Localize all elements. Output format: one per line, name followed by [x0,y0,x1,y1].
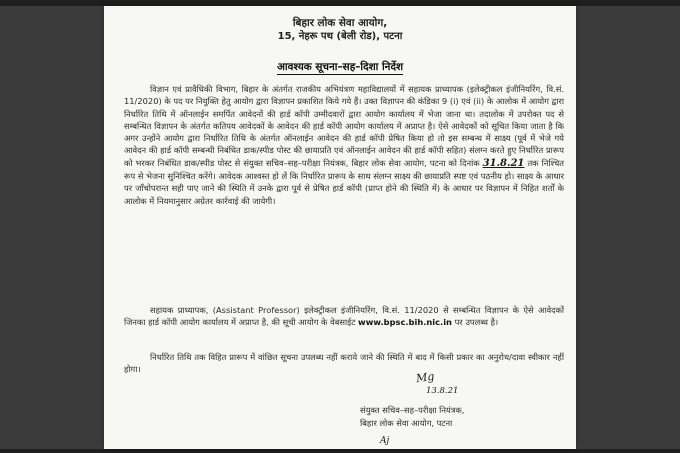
signatory-designation: संयुक्त सचिव–सह–परीक्षा नियंत्रक, [360,405,465,415]
bottom-border [0,449,680,453]
right-margin [576,0,680,453]
paragraph-1-text-a: विज्ञान एवं प्रावैधिकी विभाग, बिहार के अंतर्गत राजकीय अभियंत्रण महाविद्यालयों में सहायक प्राध्यापक (इलेक्ट्रीकल इंजीनियरिंग, वि.सं. 11/2020) के पद पर नियुक्ति हेतु आयोग द्वारा विज्ञापन प्रकाशित किये गये हैं। उक्त विज्ञापन की कंडिका 9 (i) एवं (ii) के आलोक में आयोग द्वारा निर्धारित तिथि में ऑनलाईन समर्पित आवेदनों की हार्ड कॉपी उम्मीदवारों द्वारा आयोग कार्यालय में भेजा जाना था। तदालोक में उपरोक्त पद से सम्बन्धित विज्ञापन के अंतर्गत कतिपय आवेदकों के आवेदन की हार्ड कॉपी आयोग कार्यालय में अप्राप्त है। ऐसे आवेदकों को सूचित किया जाता है कि अगर उन्होंने आयोग द्वारा निर्धारित तिथि के अंतर्गत ऑनलाईन आवेदन की हार्ड कॉपी प्रेषित किया हो तो इस सम्बन्ध में साक्ष्य (पूर्व में भेजे गये आवेदन की हार्ड कॉपी सम्बन्धी निबंधित डाक/स्पीड पोस्ट की छायाप्रति एवं ऑनलाईन आवेदन की हार्ड कॉपी सहित) संलग्न करते हुए निर्धारित प्रारूप को भरकर निबंधित डाक/स्पीड पोस्ट से संयुक्त सचिव–सह–परीक्षा नियंत्रक, बिहार लोक सेवा आयोग, पटना को दिनांक [124,84,564,168]
paragraph-1 [124,83,564,207]
letterhead [104,16,576,44]
left-margin [0,0,104,453]
notice-title-text: आवश्यक सूचना–सह–दिशा निर्देश [276,61,404,73]
handwritten-initials: Aj [380,436,390,446]
handwritten-deadline-date: 31.8.21 [482,157,525,169]
website-link[interactable]: www.bpsc.bih.nic.in [358,317,452,328]
paragraph-1-text-b: तक निश्चित रूप से भेजना सुनिश्चित करेंगे। आवेदक आश्वस्त हो लें कि निर्धारित प्रारूप के साथ संलग्न साक्ष्य की छायाप्रति स्पष्ट एवं पठनीय हो। साक्ष्य के आधार पर जाँचोपरान्त सही पाए जाने की स्थिति में उनके द्वारा पूर्व से प्रेषित हार्ड कॉपी (प्राप्त होने की स्थिति में) के आधार पर विज्ञापन में निहित शर्तों के आलोक में नियमानुसार अग्रेतर कार्रवाई की जायेगी। [124,157,564,206]
handwritten-signature: Mg [415,369,436,386]
commission-address: 15, नेहरू पथ (बेली रोड), पटना [277,31,403,42]
paragraph-3-text: निर्धारित तिथि तक विहित प्रारूप में वांछित सूचना उपलब्ध नहीं कराये जाने की स्थिति में बाद में किसी प्रकार का अनुरोध/दावा स्वीकार नहीं होगा। [124,352,564,375]
paragraph-2-text-b: पर उपलब्ध है। [454,317,499,328]
paragraph-3 [124,351,564,376]
paragraph-2 [124,304,564,329]
document-page [104,6,576,449]
signature-date: 13.8.21 [426,386,459,396]
notice-title [104,60,576,74]
signatory-block [360,404,566,429]
signatory-office: बिहार लोक सेवा आयोग, पटना [360,417,453,428]
paragraph-2-text-a: सहायक प्राध्यापक, (Assistant Professor) इलेक्ट्रीकल इंजीनियरिंग, वि.सं. 11/2020 से सम्बन्धित विज्ञापन के ऐसे आवेदकों जिनका हार्ड कॉपी आयोग कार्यालय में अप्राप्त है, की सूची आयोग के वेबसाईट [124,305,564,328]
commission-name: बिहार लोक सेवा आयोग, [292,17,388,29]
